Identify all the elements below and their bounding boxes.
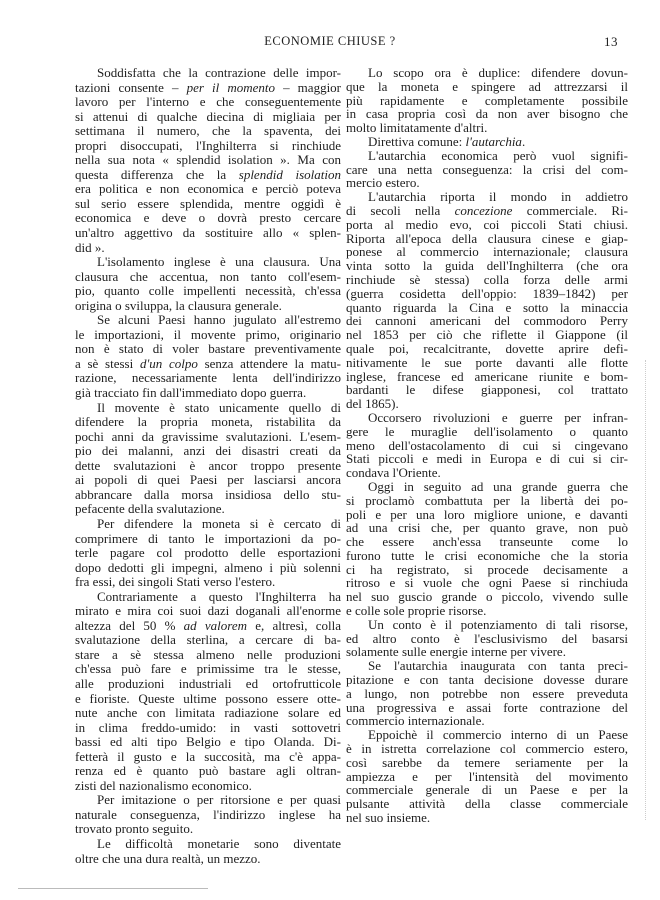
text-line: que la moneta e spingere ad attrezzarsi il (346, 78, 628, 94)
text-line: razione, necessariamente lenta dell'indirizzo (75, 370, 341, 386)
page-number: 13 (604, 34, 618, 49)
text-line: in clima freddo-umido: in vasti sottovetri (75, 719, 341, 735)
italic-phrase: concezione (454, 202, 513, 218)
text-line: clausura che accentua, non tanto coll'esem- (75, 268, 341, 284)
text-line: porta al medio evo, coi piccoli Stati chiusi. (346, 216, 628, 232)
text-line: bassi ed alti tipo Belgio e tipo Olanda. Di- (75, 734, 341, 750)
text-line: Se alcuni Paesi hanno jugulato all'estremo (97, 312, 341, 328)
text-line: in casa propria così da non aver bisogno che (346, 106, 628, 122)
paragraph (346, 480, 628, 618)
text-line: L'isolamento inglese è una clausura. Una (97, 254, 341, 270)
text-line: care una netta conseguenza: la crisi del com- (346, 161, 628, 177)
text-line: nel suo insieme. (346, 810, 431, 826)
text-line: commerciale generale di un Paese e per la (346, 782, 628, 798)
paragraph (346, 135, 628, 149)
text-line: gere le muraglie dell'isolamento o quanto (346, 423, 628, 439)
text-line: ci ha registrato, si procede decisamente a (346, 561, 628, 577)
text-line: Un conto è il potenziamento di tali risorse, (368, 616, 628, 632)
scan-edge-line (18, 888, 208, 889)
text-line: condava l'Oriente. (346, 465, 441, 481)
text-line: Lo scopo ora è duplice: difendere dovun- (368, 65, 628, 80)
text-line: trovato pronto seguito. (75, 821, 194, 837)
text-line: abbrancare dalla morsa insidiosa dello stu- (75, 486, 341, 502)
text-line: già tracciato fin dall'immediato dopo guerra. (75, 385, 307, 401)
text-line: inglese, francese ed americane riunite e bom- (346, 368, 628, 384)
text-line: propri disoccupati, l'Inghilterra si rinchiude (75, 137, 341, 153)
text-line: questa differenza che la splendid isolation (75, 166, 341, 182)
text-line: Le difficoltà monetarie sono diventate (97, 835, 341, 851)
text-line: a lungo, non potrebbe non essere preveduta (346, 685, 628, 701)
text-line: si proclamò combattuta per la libertà dei po- (346, 492, 628, 508)
text-line: Soddisfatta che la contrazione delle impor- (97, 65, 341, 80)
text-line: svalutazione della sterlina, a cercare di ba- (75, 632, 341, 648)
paragraph (346, 149, 628, 190)
text-line: non è stato di voler bastare preventivamente (75, 341, 341, 357)
text-line: molto limitatamente d'altri. (346, 120, 488, 136)
paragraph (75, 401, 341, 517)
text-line: e fioriste. Queste ultime possono essere otte- (75, 690, 341, 706)
text-line: terle pagare col prodotto delle esportazioni (75, 545, 341, 561)
text-line: è in istretta correlazione col commercio estero, (346, 741, 628, 757)
text-line: meno dell'ostacolamento di cui si cingevano (346, 437, 628, 453)
text-line: Per imitazione o per ritorsione e per quasi (97, 792, 341, 808)
paragraph (346, 411, 628, 480)
text-line: ritroso e si vuole che ogni Paese si rinchiuda (346, 575, 628, 591)
italic-phrase: l'autarchia (465, 133, 522, 149)
text-line: pio dei malanni, anzi dei disastri creati da (75, 443, 341, 459)
paragraph (75, 66, 341, 255)
text-line: del 1865). (346, 396, 399, 412)
text-line: vinta sotto la guida dell'Inghilterra (che ora (346, 258, 628, 274)
text-line: origina o sviluppa, la clausura generale. (75, 297, 282, 313)
text-line: (guerra cosidetta dell'oppio: 1839–1842) per (346, 285, 628, 301)
text-line: nella sua nota « splendid isolation ». Ma con (75, 152, 341, 168)
text-line: ponese al commercio internazionale; clausura (346, 244, 628, 260)
text-line: pefacente della svalutazione. (75, 501, 225, 517)
text-line: Stati piccoli e medi in Europa e di cui si cir- (346, 451, 628, 467)
text-line: Direttiva comune: l'autarchia. (368, 133, 526, 149)
text-line: era politica e non economica e perciò poteva (75, 181, 341, 197)
italic-phrase: ad valorem (183, 617, 248, 633)
text-line: Contrariamente a questo l'Inghilterra ha (97, 588, 341, 604)
text-line: a sè stessi d'un colpo senza attendere la matu- (75, 355, 341, 371)
text-line: Se l'autarchia inaugurata con tanta preci- (368, 658, 628, 674)
text-line: così sarebbe da temere seriamente per la (346, 754, 628, 770)
text-line: economica e deve o dovrà presto cercare (75, 210, 341, 226)
text-line: mercio estero. (346, 175, 420, 191)
text-line: le importazioni, il movente primo, originario (75, 326, 341, 342)
text-line: di secoli nella concezione commerciale. Ri- (346, 202, 628, 218)
paragraph (75, 255, 341, 313)
text-line: nel suo guscio grande o piccolo, vivendo sulle (346, 589, 628, 605)
text-line: pitazione e con tanta decisione dovesse durare (346, 672, 628, 688)
paragraph (75, 590, 341, 794)
italic-phrase: per il momento (186, 79, 276, 95)
paragraph (75, 837, 341, 866)
text-line: zisti del nazionalismo economico. (75, 777, 252, 793)
text-line: Occorsero rivoluzioni e guerre per infran- (368, 409, 628, 425)
text-line: ed altro conto è l'esclusivismo del basarsi (346, 630, 628, 646)
text-line: ch'essa può fare e primissime tra le stesse, (75, 661, 341, 677)
text-line: pochi anni da gravissime svalutazioni. L'esem- (75, 428, 341, 444)
text-line: una progressiva e assai forte contrazione del (346, 699, 628, 715)
text-line: quale poi, recalcitrante, dovette aprire defi- (346, 340, 628, 356)
text-line: bardanti le difese giapponesi, col trattato (346, 382, 628, 398)
paragraph (75, 313, 341, 400)
paragraph (75, 793, 341, 837)
text-line: fra essi, dei singoli Stati verso l'estero. (75, 574, 276, 590)
text-line: Il movente è stato unicamente quello di (97, 399, 341, 415)
text-line: Oggi in seguito ad una grande guerra che (368, 478, 628, 494)
text-line: mirato e mira coi suoi dazi doganali all'enorme (75, 603, 341, 619)
text-line: lavoro per l'interno e che conseguentemente (75, 94, 341, 110)
text-line: naturale conseguenza, l'indirizzo inglese ha (75, 806, 341, 822)
text-line: rinchiude sè stessa) colla forza delle armi (346, 271, 628, 287)
text-line: che essere anch'essa transeunte come lo (346, 534, 628, 550)
text-line: alle produzioni industriali ed ortofrutticole (75, 675, 341, 691)
paragraph (346, 618, 628, 659)
text-line: dei cannoni americani del commodoro Perry (346, 313, 628, 329)
text-line: ad una crisi che, per quanto grave, non può (346, 520, 628, 536)
text-line: Riporta all'epoca della clausura cinese e giap- (346, 230, 628, 246)
italic-phrase: d'un colpo (139, 355, 198, 371)
text-column-right (346, 66, 628, 825)
text-line: L'autarchia riporta il mondo in addietro (368, 189, 628, 205)
running-title: ECONOMIE CHIUSE ? (264, 34, 396, 48)
text-line: renza ed è quanto può bastare agli oltran- (75, 763, 341, 779)
text-line: pulsante attività della classe commerciale (346, 796, 628, 812)
text-line: pio, quanto colle impellenti necessità, ch'essa (75, 283, 341, 299)
text-line: L'autarchia economica però vuol signifi- (368, 147, 628, 163)
text-line: tazioni consente – per il momento – maggior (75, 79, 342, 95)
text-line: difendere la propria moneta, ristabilita da (75, 414, 341, 430)
text-line: un'altro aggettivo da sostituire allo « splen- (75, 225, 341, 241)
text-line: quanto riguarda la Cina e sotto la minaccia (346, 299, 628, 315)
text-line: commercio internazionale. (346, 713, 485, 729)
text-line: si attenui di qualche diecina di migliaia per (75, 108, 341, 124)
paragraph (75, 517, 341, 590)
text-line: comprimere di tanto le importazioni da po- (75, 530, 341, 546)
text-line: furono tutte le crisi economiche che la storia (346, 547, 628, 563)
text-line: dopo dedotti gli impegni, almeno i più solenni (75, 559, 341, 575)
paragraph (346, 728, 628, 825)
paragraph (346, 66, 628, 135)
text-line: ampiezza e per l'intensità del movimento (346, 768, 628, 784)
text-line: ai popoli di quei Paesi per lasciarsi ancora (75, 472, 341, 488)
italic-phrase: splendid isolation (238, 166, 341, 182)
text-line: nute anche con limitata radiazione solare ed (75, 705, 341, 721)
text-line: did ». (75, 239, 105, 255)
text-line: fetterà il gusto e la succosità, ma c'è appa- (75, 748, 341, 764)
text-line: Eppoichè il commercio interno di un Paese (368, 727, 628, 743)
text-line: stare a sè stessa almeno nelle produzioni (75, 646, 341, 662)
paragraph (346, 190, 628, 411)
text-line: poli e per una loro migliore unione, e davanti (346, 506, 628, 522)
text-line: sul serio essere splendida, mentre oggidì è (75, 195, 341, 211)
text-column-left (75, 66, 341, 866)
text-line: altezza del 50 % ad valorem e, altresì, colla (75, 617, 341, 633)
text-line: più rapidamente e completamente possibile (346, 92, 628, 108)
text-line: solamente sulle energie interne per vivere. (346, 644, 566, 660)
text-line: e colle sole proprie risorse. (346, 603, 487, 619)
text-line: dette svalutazioni è ancor troppo presente (75, 457, 341, 473)
text-line: settimana il numero, che la spaventa, dei (75, 123, 341, 139)
text-line: Per difendere la moneta si è cercato di (97, 515, 341, 531)
text-line: nitivamente le sue porte davanti alle flotte (346, 354, 628, 370)
paragraph (346, 659, 628, 728)
text-line: oltre che una dura realtà, un mezzo. (75, 850, 261, 866)
text-line: nel 1853 per ciò che riflette il Giappone (il (346, 327, 628, 343)
scan-margin-marks (645, 360, 654, 820)
